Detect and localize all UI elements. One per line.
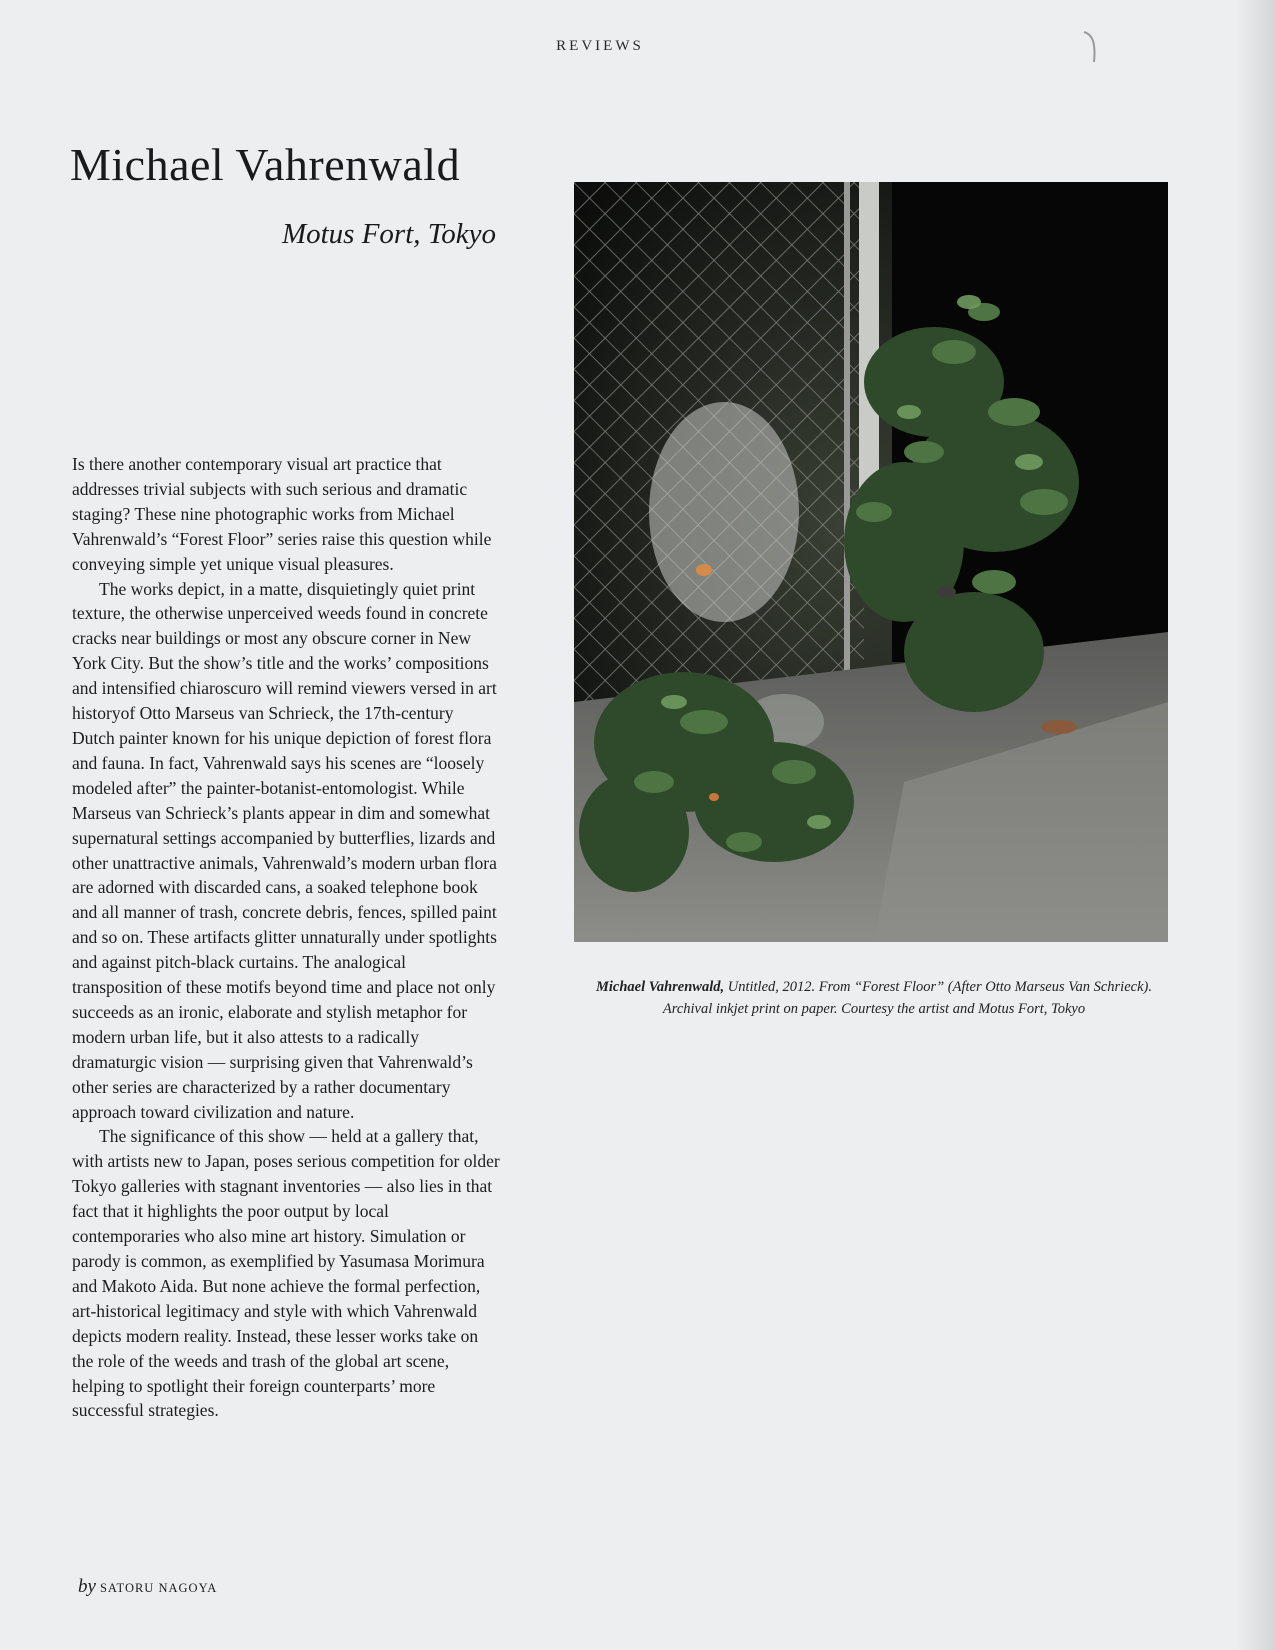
paragraph: Is there another contemporary visual art practice that addresses trivial subjects with such serious and dramatic staging? These nine photographic works from Michael Vahrenwald’s “Forest Floor” series raise this question while conveying simple yet unique visual pleasures.: [72, 454, 492, 574]
article-body: [72, 452, 500, 1423]
article-venue: Motus Fort, Tokyo: [281, 218, 496, 250]
paragraph: The significance of this show — held at a gallery that, with artists new to Japan, poses serious competition for older Tokyo galleries with stagnant inventories — also lies in that fact that it highlights the poor output by local contemporaries who also mine art history. Simulation or parody is common, as exemplified by Yasumasa Morimura and Makoto Aida. But none achieve the formal perfection, art-historical legitimacy and style with which Vahrenwald depicts modern reality. Instead, these lesser works take on the role of the weeds and trash of the global art scene, helping to spotlight their foreign counterparts’ more successful strategies.: [72, 1126, 500, 1421]
byline: [78, 1576, 217, 1598]
page-edge-shadow: [1235, 0, 1275, 1650]
figure-caption: [588, 976, 1160, 1020]
section-label: REVIEWS: [556, 38, 644, 54]
caption-details: Untitled, 2012. From “Forest Floor” (After Otto Marseus Van Schrieck). Archival inkjet print on paper. Courtesy the artist and Motus Fort, Tokyo: [662, 979, 1152, 1017]
artwork-photo: [574, 182, 1168, 942]
caption-artist: Michael Vahrenwald,: [596, 979, 725, 995]
byline-prefix: by: [78, 1576, 96, 1597]
paragraph: The works depict, in a matte, disquietingly quiet print texture, the otherwise unperceived weeds found in concrete cracks near buildings or most any obscure corner in New York City. But the show’s title and the works’ compositions and intensified chiaroscuro will remind viewers versed in art historyof Otto Marseus van Schrieck, the 17th-century Dutch painter known for his unique depiction of forest flora and fauna. In fact, Vahrenwald says his scenes are “loosely modeled after” the painter-botanist-entomologist. While Marseus van Schrieck’s plants appear in dim and somewhat supernatural settings accompanied by butterflies, lizards and other unattractive animals, Vahrenwald’s modern urban flora are adorned with discarded cans, a soaked telephone book and all manner of trash, concrete debris, fences, spilled paint and so on. These artifacts glitter unnaturally under spotlights and against pitch-black curtains. The analogical transposition of these motifs beyond time and place not only succeeds as an ironic, elaborate and stylish metaphor for modern urban life, but it also attests to a radically dramaturgic vision — surprising given that Vahrenwald’s other series are characterized by a rather documentary approach toward civilization and nature.: [72, 578, 497, 1122]
byline-author: SATORU NAGOYA: [99, 1581, 218, 1595]
article-title: Michael Vahrenwald: [70, 139, 461, 190]
